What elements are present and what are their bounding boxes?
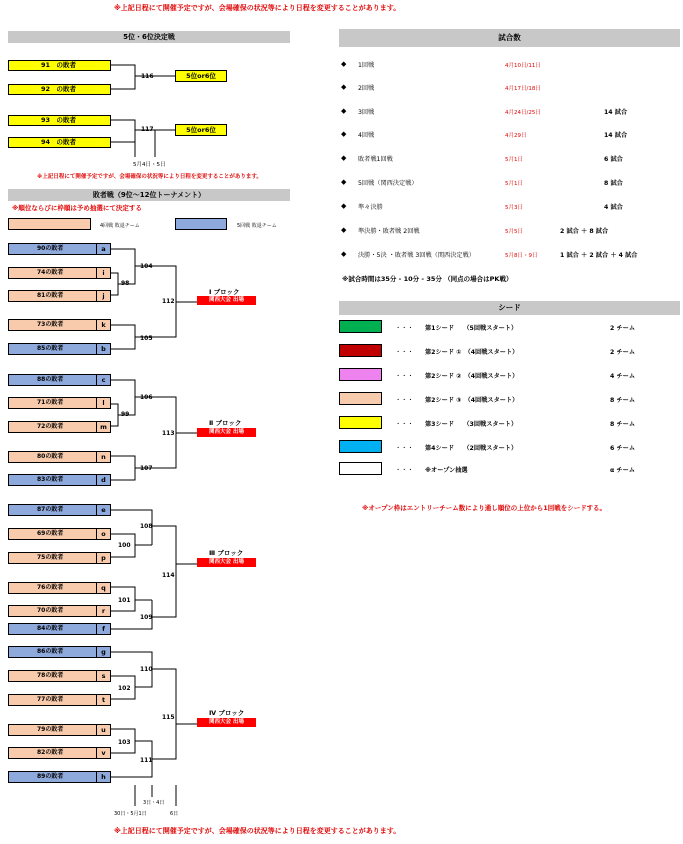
legend-label-5th: 5回戦 敗退チーム: [237, 223, 277, 229]
team-code: p: [96, 553, 110, 563]
team-code: l: [96, 398, 110, 408]
match-count: 14 試合: [604, 132, 628, 139]
team-name: 73の敗者: [37, 321, 64, 328]
team-name: 83の敗者: [37, 476, 64, 483]
team-code: q: [96, 583, 110, 593]
diamond-icon: ◆: [341, 154, 347, 162]
team-name: 72の敗者: [37, 423, 64, 430]
team-code: u: [96, 725, 110, 735]
team-name: 75の敗者: [37, 554, 64, 561]
team-code: g: [96, 647, 110, 657]
seed-count: 6 チーム: [610, 445, 636, 452]
match-id: 113: [162, 430, 175, 437]
team-code: v: [96, 748, 110, 758]
seed-dots: ・・・: [395, 349, 414, 356]
team-name: 71の敗者: [37, 399, 64, 406]
seed-swatch: [339, 368, 382, 381]
match-date: 5月5日: [505, 229, 523, 235]
team-name: 85の敗者: [37, 345, 64, 352]
seed-swatch: [339, 440, 382, 453]
seed-label: 第2シード ① （4回戦スタート）: [425, 349, 519, 356]
match-date: 5月8日・9日: [505, 253, 538, 259]
match-count: 4 試合: [604, 204, 623, 211]
team-name: 87の敗者: [37, 506, 64, 513]
playoff-result: 5位or6位: [175, 70, 227, 82]
bottom-notice: ※上記日程にて開催予定ですが、会場確保の状況等により日程を変更することがあります。: [114, 827, 401, 835]
match-round: 準々決勝: [358, 204, 383, 211]
diamond-icon: ◆: [341, 60, 347, 68]
team-name: 77の敗者: [37, 696, 64, 703]
diamond-icon: ◆: [341, 250, 347, 258]
match-round: 3回戦: [358, 109, 375, 116]
seed-swatch: [339, 320, 382, 333]
playoff-result: 5位or6位: [175, 124, 227, 136]
match-id: 98: [121, 280, 130, 287]
match-round: 4回戦: [358, 132, 375, 139]
team-code: t: [96, 695, 110, 705]
match-count: 1 試合 ＋ 2 試合 ＋ 4 試合: [560, 252, 638, 259]
playoff-team: 94 の敗者: [8, 137, 111, 148]
diamond-icon: ◆: [341, 202, 347, 210]
playoff-title: 5位・6位決定戦: [8, 31, 290, 43]
seed-note: ※オープン枠はエントリーチーム数により通し順位の上位から1回戦をシードする。: [362, 504, 607, 512]
team-code: k: [96, 320, 110, 330]
team-code: e: [96, 505, 110, 515]
team-code: h: [96, 772, 110, 782]
seed-swatch: [339, 344, 382, 357]
match-date: 4月29日: [505, 133, 527, 139]
team-code: r: [96, 606, 110, 616]
team-code: d: [96, 475, 110, 485]
seed-label: 第2シード ③ （4回戦スタート）: [425, 397, 519, 404]
team-name: 89の敗者: [37, 773, 64, 780]
match-id: 116: [141, 73, 154, 80]
seed-label: ※オープン抽選: [425, 467, 468, 474]
team-name: 80の敗者: [37, 453, 64, 460]
match-count: 2 試合 ＋ 8 試合: [560, 228, 609, 235]
match-round: 2回戦: [358, 85, 375, 92]
match-id: 103: [118, 739, 131, 746]
seed-count: 8 チーム: [610, 421, 636, 428]
seed-swatch: [339, 416, 382, 429]
match-id: 110: [140, 666, 153, 673]
seed-label: 第3シード （3回戦スタート）: [425, 421, 518, 428]
block-tag: 関西大会 出場: [197, 428, 256, 437]
team-code: o: [96, 529, 110, 539]
seed-title: シード: [339, 301, 680, 315]
seed-swatch: [339, 392, 382, 405]
match-id: 102: [118, 685, 131, 692]
match-id: 117: [141, 126, 154, 133]
block-tag: 関西大会 出場: [197, 296, 256, 305]
team-name: 69の敗者: [37, 530, 64, 537]
team-name: 90の敗者: [37, 245, 64, 252]
match-id: 106: [140, 394, 153, 401]
match-id: 111: [140, 757, 153, 764]
legend-label-4th: 4回戦 敗退チーム: [100, 223, 140, 229]
block-label: Ⅱ ブロック: [209, 419, 242, 427]
team-code: f: [96, 624, 110, 634]
team-code: b: [96, 344, 110, 354]
match-round: 1回戦: [358, 62, 375, 69]
team-code: a: [96, 244, 110, 254]
team-name: 88の敗者: [37, 376, 64, 383]
match-id: 105: [140, 335, 153, 342]
match-count: 14 試合: [604, 109, 628, 116]
seed-count: 2 チーム: [610, 325, 636, 332]
team-code: j: [96, 291, 110, 301]
team-name: 86の敗者: [37, 648, 64, 655]
diamond-icon: ◆: [341, 83, 347, 91]
match-count: 8 試合: [604, 180, 623, 187]
match-date: 5月3日: [505, 205, 523, 211]
seed-dots: ・・・: [395, 373, 414, 380]
match-round: 決勝・5決 ・敗者戦 3回戦（関西決定戦）: [358, 252, 475, 259]
team-code: m: [96, 422, 110, 432]
diamond-icon: ◆: [341, 107, 347, 115]
match-round: 準決勝・敗者戦 2回戦: [358, 228, 420, 235]
team-name: 70の敗者: [37, 607, 64, 614]
match-id: 112: [162, 298, 175, 305]
seed-count: α チーム: [610, 467, 635, 474]
block-label: Ⅰ ブロック: [209, 288, 240, 296]
block-label: Ⅲ ブロック: [209, 549, 244, 557]
date-label: 6日: [170, 811, 179, 817]
team-code: i: [96, 268, 110, 278]
team-name: 81の敗者: [37, 292, 64, 299]
team-code: s: [96, 671, 110, 681]
seed-dots: ・・・: [395, 325, 414, 332]
match-date: 4月10日/11日: [505, 63, 541, 69]
playoff-notice: ※上記日程にて開催予定ですが、会場確保の状況等により日程を変更することがあります。: [37, 174, 262, 180]
team-name: 78の敗者: [37, 672, 64, 679]
top-notice: ※上記日程にて開催予定ですが、会場確保の状況等により日程を変更することがあります。: [114, 4, 401, 12]
team-name: 74の敗者: [37, 269, 64, 276]
match-round: 5回戦（関西決定戦）: [358, 180, 418, 187]
date-label: 3日・4日: [143, 800, 165, 806]
seed-dots: ・・・: [395, 397, 414, 404]
match-id: 100: [118, 542, 131, 549]
seed-dots: ・・・: [395, 421, 414, 428]
match-id: 101: [118, 597, 131, 604]
matches-title: 試合数: [339, 29, 680, 47]
consolation-title: 敗者戦（9位〜12位トーナメント）: [8, 189, 290, 201]
team-code: n: [96, 452, 110, 462]
match-count: 6 試合: [604, 156, 623, 163]
seed-count: 4 チーム: [610, 373, 636, 380]
team-name: 79の敗者: [37, 726, 64, 733]
seed-count: 2 チーム: [610, 349, 636, 356]
match-date: 5月1日: [505, 181, 523, 187]
match-id: 114: [162, 572, 175, 579]
playoff-team: 92 の敗者: [8, 84, 111, 95]
date-label: 30日・5月1日: [114, 811, 147, 817]
diamond-icon: ◆: [341, 178, 347, 186]
block-tag: 関西大会 出場: [197, 718, 256, 727]
seed-swatch: [339, 462, 382, 475]
seed-count: 8 チーム: [610, 397, 636, 404]
match-round: 敗者戦1回戦: [358, 156, 393, 163]
team-name: 82の敗者: [37, 749, 64, 756]
team-code: c: [96, 375, 110, 385]
match-id: 115: [162, 714, 175, 721]
match-id: 109: [140, 614, 153, 621]
seed-label: 第4シード （2回戦スタート）: [425, 445, 518, 452]
match-date: 4月17日/18日: [505, 86, 541, 92]
matches-note: ※試合時間は35分 - 10分 - 35分 （同点の場合はPK戦）: [342, 275, 513, 283]
seed-dots: ・・・: [395, 467, 414, 474]
seed-dots: ・・・: [395, 445, 414, 452]
block-label: Ⅳ ブロック: [209, 709, 245, 717]
seed-label: 第2シード ② （4回戦スタート）: [425, 373, 519, 380]
match-id: 104: [140, 263, 153, 270]
playoff-team: 93 の敗者: [8, 115, 111, 126]
match-id: 108: [140, 523, 153, 530]
team-name: 84の敗者: [37, 625, 64, 632]
diamond-icon: ◆: [341, 130, 347, 138]
match-id: 107: [140, 465, 153, 472]
team-name: 76の敗者: [37, 584, 64, 591]
match-date: 4月24日/25日: [505, 110, 541, 116]
match-date: 5月1日: [505, 157, 523, 163]
diamond-icon: ◆: [341, 226, 347, 234]
consolation-note: ※順位ならびに枠順は予め抽選にて決定する: [12, 204, 142, 212]
seed-label: 第1シード （5回戦スタート）: [425, 325, 518, 332]
playoff-date: 5月4日・5日: [133, 162, 166, 168]
block-tag: 関西大会 出場: [197, 558, 256, 567]
match-id: 99: [121, 411, 130, 418]
playoff-team: 91 の敗者: [8, 60, 111, 71]
